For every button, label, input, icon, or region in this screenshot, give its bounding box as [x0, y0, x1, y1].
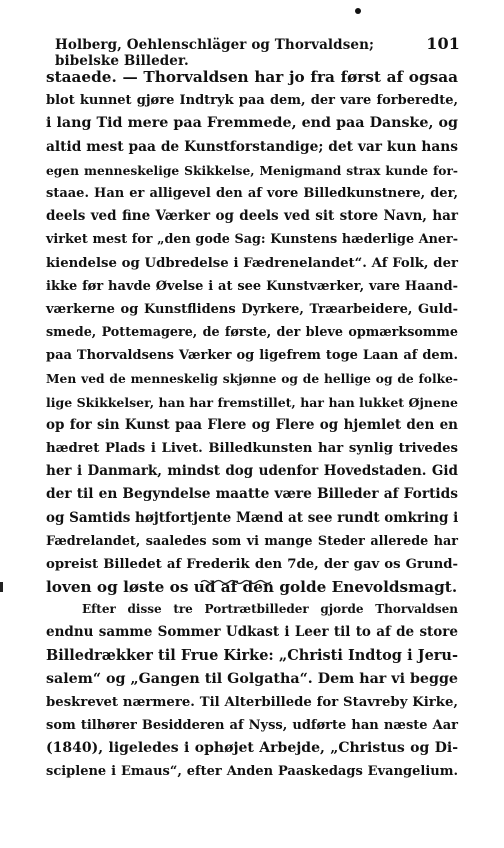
text-line: lige Skikkelser, han har fremstillet, har han lukket Øjnene: [46, 394, 458, 410]
text-line: blot kunnet gjøre Indtryk paa dem, der vare forberedte,: [46, 93, 458, 109]
text-line: ikke før havde Øvelse i at see Kunstværker, vare Haand-: [46, 278, 458, 294]
text-line: salem“ og „Gangen til Golgatha“. Dem har vi begge: [46, 670, 458, 687]
ink-dot: [355, 8, 361, 14]
text-line: deels ved fine Værker og deels ved sit store Navn, har: [46, 208, 458, 225]
text-line: som tilhører Besidderen af Nyss, udførte han næste Aar: [46, 717, 458, 733]
paragraph-continued: [46, 66, 458, 599]
text-line: og Samtids højtfortjente Mænd at see rundt omkring i: [46, 509, 459, 526]
text-line: der til en Begyndelse maatte være Billeder af Fortids: [46, 486, 458, 503]
text-line: opreist Billedet af Frederik den 7de, der gav os Grund-: [46, 556, 458, 572]
section-separator: [201, 578, 271, 586]
text-line: Men ved de menneskelig skjønne og de hellige og de folke-: [46, 371, 458, 387]
text-line: Billedrækker til Frue Kirke: „Christi Indtog i Jeru-: [46, 647, 458, 665]
text-line: egen menneskelige Skikkelse, Menigmand strax kunde for-: [46, 162, 458, 178]
text-line: Fædrelandet, saaledes som vi mange Steder allerede har: [46, 533, 458, 549]
text-line: kiendelse og Udbredelse i Fædrenelandet“. Af Folk, der: [46, 255, 458, 271]
paragraph-new: [46, 598, 458, 784]
text-line: loven og løste os ud af den golde Enevoldsmagt.: [46, 578, 458, 597]
text-line: her i Danmark, mindst dog udenfor Hovedstaden. Gid: [46, 463, 458, 480]
text-line: endnu samme Sommer Udkast i Leer til to af de store: [46, 624, 458, 641]
text-line: smede, Pottemagere, de første, der bleve opmærksomme: [46, 325, 458, 341]
text-line: virket mest for „den gode Sag: Kunstens hæderlige Aner-: [46, 232, 458, 248]
running-head: [55, 34, 460, 69]
text-line: paa Thorvaldsens Værker og ligefrem toge Laan af dem.: [46, 348, 458, 364]
text-line: beskrevet nærmere. Til Alterbillede for Stavreby Kirke,: [46, 694, 458, 710]
text-line: staae. Han er alligevel den af vore Billedkunstnere, der,: [46, 185, 458, 201]
running-head-title: Holberg, Oehlenschläger og Thorvaldsen; bibelske Billeder.: [55, 37, 375, 69]
text-line: altid mest paa de Kunstforstandige; det var kun hans: [46, 138, 458, 155]
text-line: værkerne og Kunstflidens Dyrkere, Træarbeidere, Guld-: [46, 301, 458, 317]
text-line: hædret Plads i Livet. Billedkunsten har synlig trivedes: [46, 441, 458, 456]
text-line: staaede. — Thorvaldsen har jo fra først af ogsaa: [46, 68, 458, 86]
text-line: sciplene i Emaus“, efter Anden Paaskedags Evangelium.: [46, 764, 458, 780]
page-number: 101: [426, 34, 460, 53]
margin-mark: [0, 582, 3, 592]
text-line: op for sin Kunst paa Flere og Flere og hjemlet den en: [46, 416, 458, 433]
text-line: (1840), ligeledes i ophøjet Arbejde, „Christus og Di-: [46, 740, 458, 757]
text-line: i lang Tid mere paa Fremmede, end paa Danske, og: [46, 115, 458, 132]
text-line: Efter disse tre Portrætbilleder gjorde Thorvaldsen: [82, 602, 458, 616]
